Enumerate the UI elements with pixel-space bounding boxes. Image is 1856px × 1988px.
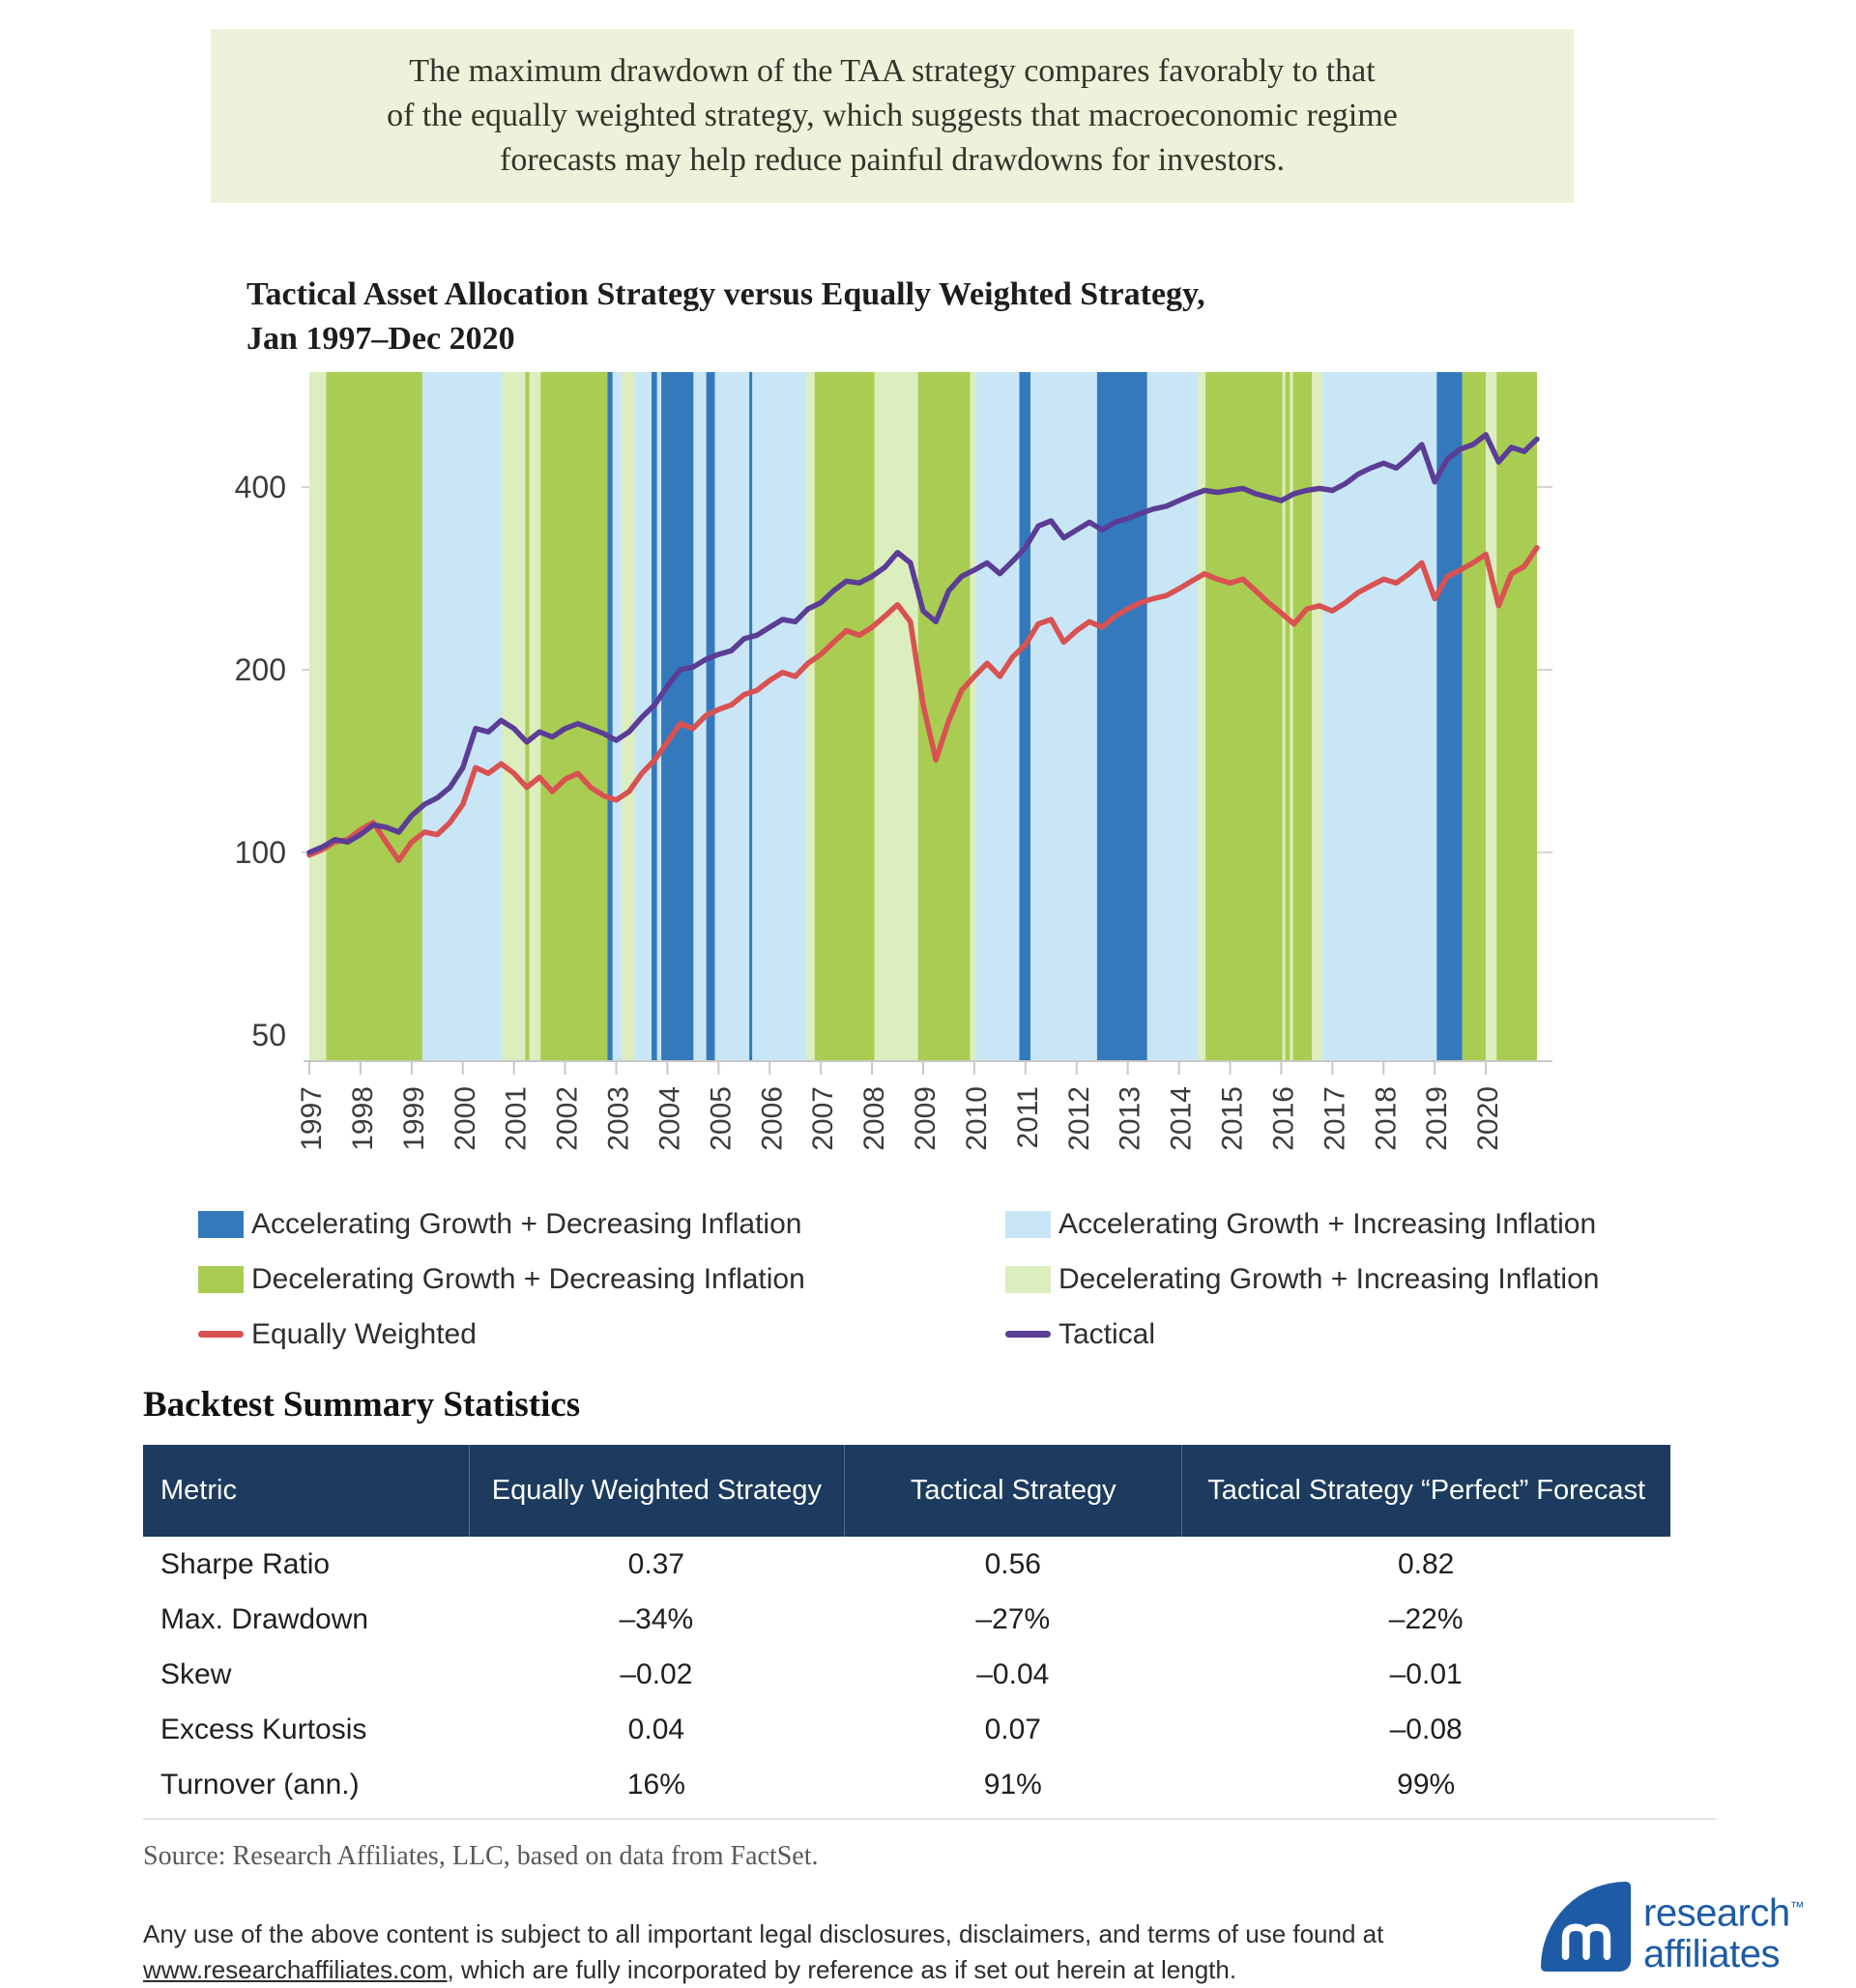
table-row: [143, 1537, 1670, 1592]
regime-band-ag_ii: [715, 372, 750, 1061]
x-axis-tick-label: 2012: [1062, 1086, 1095, 1151]
legend-label: Decelerating Growth + Increasing Inflation: [1058, 1262, 1600, 1295]
regime-swatch-accel-incr-icon: [1005, 1211, 1051, 1238]
x-axis-tick-label: 2006: [756, 1086, 789, 1151]
cell-value: –34%: [619, 1602, 694, 1635]
x-axis-tick-label: 2013: [1114, 1086, 1146, 1151]
chart-title: Tactical Asset Allocation Strategy versus Equally Weighted Strategy, Jan 1997–Dec 2020: [246, 276, 1205, 357]
callout-line: forecasts may help reduce painful drawdowns for investors.: [500, 142, 1285, 178]
x-axis-tick-label: 2001: [500, 1086, 533, 1151]
regime-band-dg_ii: [503, 372, 526, 1061]
regime-band-dg_di: [1496, 372, 1537, 1061]
regime-swatch-accel-decr-icon: [198, 1211, 244, 1238]
cell-value: 91%: [983, 1768, 1042, 1801]
column-header-metric: Metric: [160, 1475, 237, 1506]
cell-value: 0.04: [627, 1713, 685, 1745]
legend-item-equally-weighted: [198, 1313, 1005, 1355]
x-axis-tick-label: 2016: [1267, 1086, 1300, 1151]
cell-value: 0.37: [627, 1547, 685, 1580]
legend-item-decel-decr: [198, 1258, 1005, 1300]
regime-band-dg_di: [525, 372, 529, 1061]
metric-label: Skew: [160, 1657, 232, 1690]
regime-band-dg_di: [1286, 372, 1290, 1061]
cell-value: 16%: [626, 1768, 685, 1801]
x-axis-tick-label: 2009: [910, 1086, 942, 1151]
legend-item-accel-decr: [198, 1203, 1005, 1245]
research-affiliates-logo-icon: [1541, 1882, 1631, 1972]
table-row: [143, 1592, 1670, 1647]
chart-legend: [198, 1203, 1745, 1355]
legend-label: Tactical: [1058, 1317, 1156, 1350]
regime-band-dg_ii: [875, 372, 918, 1061]
table-title: Backtest Summary Statistics: [143, 1385, 581, 1425]
regime-band-dg_ii: [806, 372, 815, 1061]
cell-value: –0.01: [1389, 1657, 1463, 1690]
x-axis-tick-label: 2020: [1472, 1086, 1505, 1151]
regime-band-ag_ii: [1322, 372, 1436, 1061]
research-affiliates-link[interactable]: www.researchaffiliates.com: [143, 1955, 448, 1984]
regime-band-dg_ii: [1283, 372, 1286, 1061]
cell-value: –27%: [975, 1602, 1051, 1635]
table-row: [143, 1647, 1670, 1702]
regime-band-ag_ii: [613, 372, 623, 1061]
trademark-symbol: ™: [1789, 1899, 1805, 1916]
regime-band-dg_ii: [530, 372, 541, 1061]
cell-value: –22%: [1388, 1602, 1464, 1635]
y-axis-tick-label: 400: [234, 470, 286, 504]
metric-label: Turnover (ann.): [160, 1768, 360, 1801]
cell-value: –0.08: [1389, 1713, 1463, 1745]
x-axis-tick-label: 1997: [296, 1086, 328, 1151]
regime-band-dg_di: [815, 372, 875, 1061]
regime-band-ag_ii: [422, 372, 503, 1061]
cell-value: –0.02: [620, 1657, 693, 1690]
regime-band-ag_di: [652, 372, 657, 1061]
x-axis-tick-label: 2017: [1319, 1086, 1351, 1151]
regime-band-dg_di: [327, 372, 423, 1061]
regime-swatch-decel-decr-icon: [198, 1266, 244, 1293]
legend-label: Accelerating Growth + Increasing Inflation: [1058, 1207, 1597, 1240]
column-header-tactical: Tactical Strategy: [844, 1445, 1181, 1537]
x-axis-tick-label: 2011: [1011, 1086, 1044, 1149]
regime-band-ag_ii: [976, 372, 1020, 1061]
source-note: Source: Research Affiliates, LLC, based on data from FactSet.: [143, 1841, 819, 1871]
regime-band-ag_di: [661, 372, 693, 1061]
legal-disclaimer: [143, 1916, 1525, 1988]
legend-item-accel-incr: [1005, 1203, 1745, 1245]
x-axis-tick-label: 2010: [960, 1086, 993, 1151]
table-row: [143, 1757, 1670, 1812]
regime-band-ag_di: [749, 372, 752, 1061]
legend-label: Accelerating Growth + Decreasing Inflation: [251, 1207, 802, 1240]
regime-band-dg_ii: [622, 372, 634, 1061]
column-header-perfect-forecast: Tactical Strategy “Perfect” Forecast: [1181, 1445, 1670, 1537]
ra-monogram-icon: [1557, 1916, 1615, 1961]
regime-swatch-decel-incr-icon: [1005, 1266, 1051, 1293]
disclaimer-text: , which are fully incorporated by reference as if set out herein at length.: [447, 1955, 1237, 1984]
y-axis-tick-label: 200: [234, 652, 286, 687]
regime-band-dg_di: [1293, 372, 1313, 1061]
metric-label: Excess Kurtosis: [160, 1713, 367, 1745]
y-axis-tick-label: 50: [251, 1018, 286, 1052]
callout-line: The maximum drawdown of the TAA strategy compares favorably to that: [409, 53, 1376, 89]
metric-label: Max. Drawdown: [160, 1602, 369, 1635]
regime-band-ag_ii: [657, 372, 661, 1061]
tactical-line-icon: [1005, 1331, 1051, 1338]
backtest-summary-table: [143, 1445, 1670, 1812]
cell-value: 99%: [1397, 1768, 1456, 1801]
research-affiliates-wordmark: research™ affiliates: [1643, 1891, 1805, 1976]
regime-band-dg_ii: [1198, 372, 1205, 1061]
legend-item-tactical: [1005, 1313, 1745, 1355]
x-axis-tick-label: 2015: [1216, 1086, 1249, 1151]
disclaimer-text: Any use of the above content is subject to all important legal disclosures, disclaimers, and terms of use found at: [143, 1919, 1384, 1948]
regime-band-dg_ii: [1312, 372, 1322, 1061]
regime-band-ag_di: [608, 372, 613, 1061]
cell-value: –0.04: [976, 1657, 1050, 1690]
table-header-row: [143, 1445, 1670, 1537]
cell-value: 0.56: [984, 1547, 1041, 1580]
x-axis-tick-label: 2019: [1421, 1086, 1454, 1151]
cell-value: 0.82: [1397, 1547, 1455, 1580]
regime-band-dg_ii: [1486, 372, 1496, 1061]
x-axis-tick-label: 1998: [346, 1086, 379, 1151]
x-axis-tick-label: 2018: [1370, 1086, 1403, 1151]
cell-value: 0.07: [984, 1713, 1041, 1745]
metric-label: Sharpe Ratio: [160, 1547, 331, 1580]
regime-band-dg_di: [1463, 372, 1486, 1061]
x-axis-tick-label: 2004: [653, 1086, 686, 1151]
regime-band-dg_di: [540, 372, 607, 1061]
regime-band-ag_di: [1020, 372, 1031, 1061]
regime-band-dg_ii: [971, 372, 976, 1061]
regime-band-dg_di: [1205, 372, 1282, 1061]
regime-band-ag_ii: [1030, 372, 1097, 1061]
y-axis-tick-label: 100: [234, 835, 286, 870]
legend-label: Equally Weighted: [251, 1317, 477, 1350]
regime-band-ag_ii: [1147, 372, 1198, 1061]
regime-band-dg_ii: [309, 372, 327, 1061]
x-axis-tick-label: 2005: [705, 1086, 738, 1151]
column-header-equally-weighted: Equally Weighted Strategy: [469, 1445, 845, 1537]
legend-label: Decelerating Growth + Decreasing Inflation: [251, 1262, 805, 1295]
x-axis-tick-label: 2014: [1165, 1086, 1198, 1151]
divider: [143, 1818, 1716, 1820]
regime-band-dg_ii: [1290, 372, 1292, 1061]
table-row: [143, 1702, 1670, 1757]
legend-item-decel-incr: [1005, 1258, 1745, 1300]
x-axis-tick-label: 2008: [858, 1086, 891, 1151]
regime-band-ag_ii: [752, 372, 806, 1061]
callout-line: of the equally weighted strategy, which suggests that macroeconomic regime: [387, 98, 1398, 133]
x-axis-tick-label: 2003: [602, 1086, 635, 1151]
x-axis-tick-label: 2007: [807, 1086, 840, 1151]
equally-weighted-line-icon: [198, 1331, 244, 1338]
regime-band-ag_di: [1097, 372, 1147, 1061]
x-axis-tick-label: 2000: [449, 1086, 481, 1151]
x-axis-tick-label: 1999: [397, 1086, 430, 1151]
x-axis-tick-label: 2002: [551, 1086, 584, 1151]
